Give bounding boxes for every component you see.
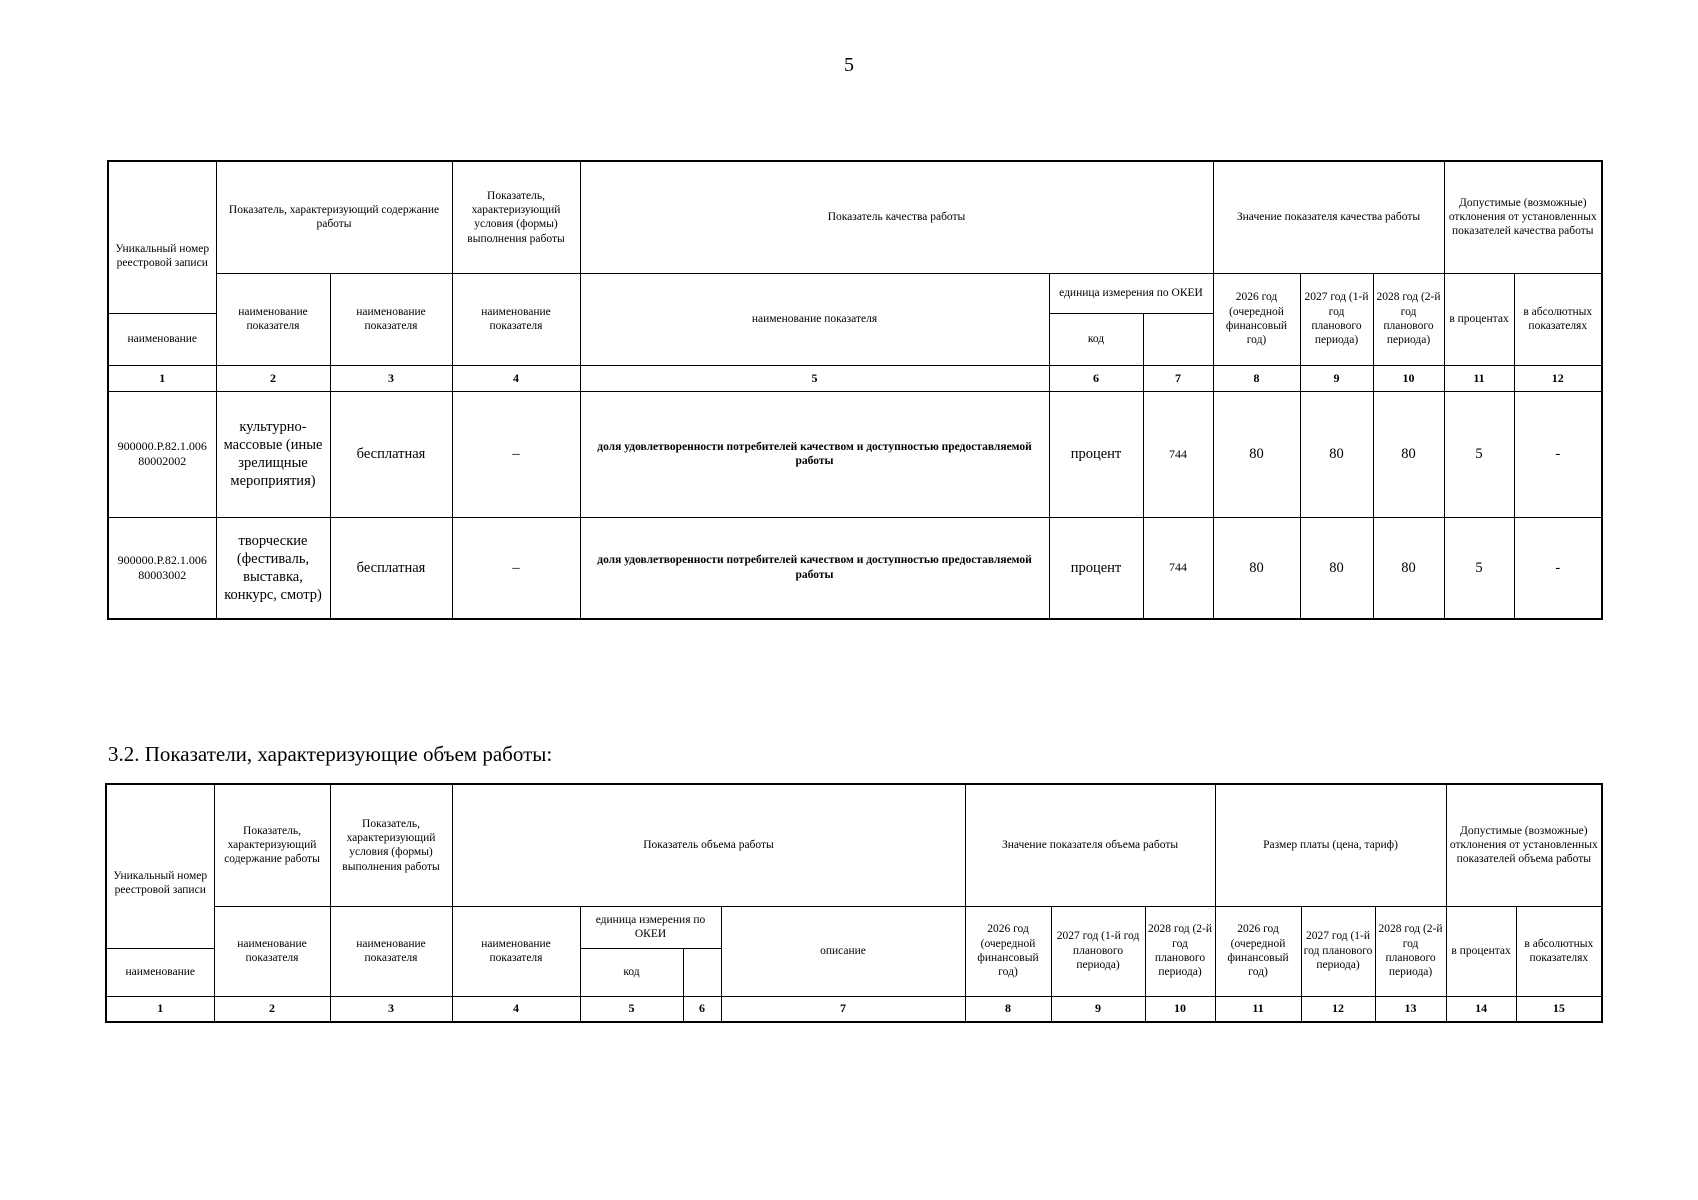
column-number: 10: [1145, 996, 1215, 1022]
quality-indicators-table: [107, 160, 1603, 620]
table-row: [108, 517, 1602, 619]
subheader-year-2026: 2026 год (очередной финансовый год): [1213, 273, 1300, 365]
column-number: 10: [1373, 365, 1444, 391]
header-unique-number: Уникальный номер реестровой записи: [106, 784, 214, 948]
column-number: 5: [580, 996, 683, 1022]
subheader-in-absolute: в абсолютных показателях: [1514, 273, 1602, 365]
content-indicator-value: бесплатная: [330, 391, 452, 517]
header-content-indicator: Показатель, характеризующий содержание работы: [216, 161, 452, 273]
subheader-okei-unit: единица измерения по ОКЕИ: [580, 906, 721, 948]
header-conditions-indicator: Показатель, характеризующий условия (формы) выполнения работы: [452, 161, 580, 273]
condition-value: –: [452, 391, 580, 517]
column-number: 7: [1143, 365, 1213, 391]
value-2026: 80: [1213, 517, 1300, 619]
column-number: 7: [721, 996, 965, 1022]
column-number: 3: [330, 365, 452, 391]
quality-indicator-name: доля удовлетворенности потребителей качеством и доступностью предоставляемой работы: [580, 517, 1049, 619]
volume-indicators-table: [105, 783, 1603, 1023]
header-allowed-deviation: Допустимые (возможные) отклонения от установленных показателей качества работы: [1444, 161, 1602, 273]
subheader-okei-code: код: [580, 948, 683, 996]
unit-name: процент: [1049, 517, 1143, 619]
column-number: 6: [1049, 365, 1143, 391]
column-number: 12: [1301, 996, 1375, 1022]
subheader-in-percent: в процентах: [1444, 273, 1514, 365]
subheader-indicator-name: наименование показателя: [330, 273, 452, 365]
column-number: 2: [216, 365, 330, 391]
column-number: 3: [330, 996, 452, 1022]
column-number: 5: [580, 365, 1049, 391]
column-number: 8: [1213, 365, 1300, 391]
column-number: 11: [1444, 365, 1514, 391]
column-number: 15: [1516, 996, 1602, 1022]
unit-code: 744: [1143, 391, 1213, 517]
value-2026: 80: [1213, 391, 1300, 517]
condition-value: –: [452, 517, 580, 619]
header-volume-value: Значение показателя объема работы: [965, 784, 1215, 906]
deviation-absolute: -: [1514, 391, 1602, 517]
registry-number: 900000.Р.82.1.006 80003002: [108, 517, 216, 619]
column-number: 6: [683, 996, 721, 1022]
unit-name: процент: [1049, 391, 1143, 517]
content-indicator-value: творческие (фестиваль, выставка, конкурс, смотр): [216, 517, 330, 619]
header-allowed-deviation: Допустимые (возможные) отклонения от установленных показателей объема работы: [1446, 784, 1602, 906]
subheader-indicator-name: наименование показателя: [330, 906, 452, 996]
subheader-fee-2026: 2026 год (очередной финансовый год): [1215, 906, 1301, 996]
page-number: 5: [844, 54, 854, 76]
section-title: 3.2. Показатели, характеризующие объем работы:: [108, 742, 553, 766]
subheader-in-absolute: в абсолютных показателях: [1516, 906, 1602, 996]
subheader-description: описание: [721, 906, 965, 996]
deviation-percent: 5: [1444, 391, 1514, 517]
value-2028: 80: [1373, 517, 1444, 619]
table-row: [108, 391, 1602, 517]
header-conditions-indicator: Показатель, характеризующий условия (формы) выполнения работы: [330, 784, 452, 906]
content-indicator-value: бесплатная: [330, 517, 452, 619]
subheader-okei-name: наименование: [106, 948, 214, 996]
subheader-okei-name: наименование: [108, 313, 216, 365]
content-indicator-value: культурно-массовые (иные зрелищные мероприятия): [216, 391, 330, 517]
subheader-okei-unit: единица измерения по ОКЕИ: [1049, 273, 1213, 313]
header-content-indicator: Показатель, характеризующий содержание работы: [214, 784, 330, 906]
column-number: 4: [452, 365, 580, 391]
registry-number: 900000.Р.82.1.006 80002002: [108, 391, 216, 517]
header-volume-indicator: Показатель объема работы: [452, 784, 965, 906]
column-number: 1: [108, 365, 216, 391]
subheader-fee-2028: 2028 год (2-й год планового периода): [1375, 906, 1446, 996]
column-number: 9: [1300, 365, 1373, 391]
subheader-year-2028: 2028 год (2-й год планового периода): [1373, 273, 1444, 365]
column-number: 1: [106, 996, 214, 1022]
deviation-absolute: -: [1514, 517, 1602, 619]
subheader-okei-code: код: [1049, 313, 1143, 365]
unit-code: 744: [1143, 517, 1213, 619]
header-quality-indicator: Показатель качества работы: [580, 161, 1213, 273]
column-number: 4: [452, 996, 580, 1022]
column-number: 8: [965, 996, 1051, 1022]
subheader-in-percent: в процентах: [1446, 906, 1516, 996]
subheader-indicator-name: наименование показателя: [452, 273, 580, 365]
value-2027: 80: [1300, 517, 1373, 619]
column-number: 12: [1514, 365, 1602, 391]
subheader-indicator-name: наименование показателя: [214, 906, 330, 996]
subheader-value-2027: 2027 год (1-й год планового периода): [1051, 906, 1145, 996]
subheader-year-2027: 2027 год (1-й год планового периода): [1300, 273, 1373, 365]
subheader-indicator-name: наименование показателя: [216, 273, 330, 365]
column-number: 11: [1215, 996, 1301, 1022]
column-number: 2: [214, 996, 330, 1022]
header-fee-size: Размер платы (цена, тариф): [1215, 784, 1446, 906]
subheader-fee-2027: 2027 год (1-й год планового периода): [1301, 906, 1375, 996]
subheader-value-2026: 2026 год (очередной финансовый год): [965, 906, 1051, 996]
subheader-value-2028: 2028 год (2-й год планового периода): [1145, 906, 1215, 996]
subheader-quality-indicator-name: наименование показателя: [580, 273, 1049, 365]
value-2027: 80: [1300, 391, 1373, 517]
column-number: 14: [1446, 996, 1516, 1022]
deviation-percent: 5: [1444, 517, 1514, 619]
header-unique-number: Уникальный номер реестровой записи: [108, 161, 216, 313]
column-number: 9: [1051, 996, 1145, 1022]
header-quality-value: Значение показателя качества работы: [1213, 161, 1444, 273]
quality-indicator-name: доля удовлетворенности потребителей качеством и доступностью предоставляемой работы: [580, 391, 1049, 517]
value-2028: 80: [1373, 391, 1444, 517]
column-number: 13: [1375, 996, 1446, 1022]
subheader-indicator-name: наименование показателя: [452, 906, 580, 996]
